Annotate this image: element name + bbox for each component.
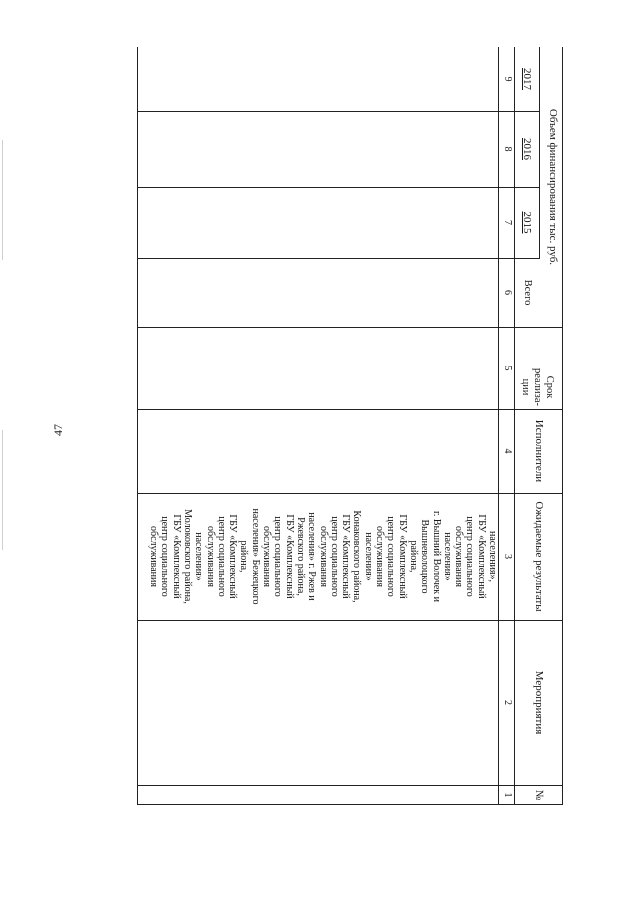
results-line: ГБУ «Комплексный <box>340 514 352 599</box>
page-edge <box>2 140 3 260</box>
results-line: обслуживания <box>204 526 216 587</box>
col-number-4: 4 <box>502 448 513 454</box>
header-2017: 2017 <box>521 68 533 90</box>
header-measures: Мероприятия <box>533 670 545 735</box>
results-line: г. Вышний Волочек и <box>430 510 442 603</box>
header-results: Ожидаемые результаты <box>533 501 545 612</box>
results-line: населения» <box>193 532 205 581</box>
col-number-3: 3 <box>502 554 513 559</box>
results-line: центр социального <box>328 516 340 597</box>
col-divider-funding-term <box>137 327 563 328</box>
results-line: обслуживания <box>374 526 386 587</box>
results-cell <box>148 493 498 620</box>
header-term: Срок реализа-ции <box>519 368 555 406</box>
table-border-right <box>137 804 563 805</box>
col-number-5: 5 <box>502 365 513 371</box>
col-divider-measures-num <box>137 785 563 786</box>
col-number-9: 9 <box>502 76 513 82</box>
header-total: Всего <box>522 279 533 306</box>
col-divider-2016-total <box>137 258 540 259</box>
results-line: обслуживания <box>317 526 329 587</box>
col-number-7: 7 <box>502 220 513 225</box>
results-line: обслуживания <box>261 526 273 587</box>
table-border-top <box>562 47 563 805</box>
col-number-8: 8 <box>502 146 513 152</box>
results-line: центр социального <box>272 516 284 597</box>
results-line: населения» Бежецкого <box>249 508 261 605</box>
results-line: ГБУ «Комплексный <box>170 514 182 599</box>
results-line: Вышневолоцкого <box>419 519 431 594</box>
rotated-table <box>137 47 563 805</box>
header-2015: 2015 <box>521 211 533 234</box>
results-line: района, <box>407 540 419 573</box>
header-2016: 2016 <box>521 138 533 160</box>
results-line: населения» <box>362 532 374 581</box>
table-border-bottom <box>137 47 138 805</box>
col-divider-total-2015 <box>137 111 540 112</box>
results-line: обслуживания <box>148 526 160 587</box>
results-line: ГБУ «Комплексный <box>227 514 239 599</box>
results-line: центр социального <box>159 516 171 597</box>
results-line: населения», <box>487 530 498 583</box>
numbers-row-divider <box>498 47 499 805</box>
results-line: района, <box>238 540 250 573</box>
results-line: ГБУ «Комплексный <box>396 514 408 599</box>
page-number: 47 <box>51 424 65 436</box>
results-line: Конаковского района, <box>351 510 363 603</box>
results-line: населения» <box>441 532 453 581</box>
col-number-1: 1 <box>502 792 513 798</box>
header-num: № <box>533 789 545 801</box>
col-number-6: 6 <box>502 290 513 295</box>
results-line: обслуживания <box>453 526 465 587</box>
page-edge <box>2 430 3 550</box>
header-executors: Исполнители <box>533 419 545 483</box>
header-row-divider <box>514 47 515 805</box>
results-line: Молоковского района, <box>181 509 193 604</box>
results-line: ГБУ «Комплексный <box>475 514 487 599</box>
results-line: Ржевского района, <box>294 517 306 596</box>
results-line: ГБУ «Комплексный <box>283 514 295 599</box>
col-number-2: 2 <box>502 700 513 705</box>
col-divider-term-executors <box>137 409 563 410</box>
results-line: населения» г. Ржев и <box>306 512 318 601</box>
results-line: центр социального <box>385 516 397 597</box>
results-line: центр социального <box>464 516 476 597</box>
results-line: центр социального <box>215 516 227 597</box>
header-funding: Объем финансирования тыс. руб. <box>547 108 559 266</box>
funding-subheader-divider <box>539 47 540 258</box>
col-divider-2015-2016 <box>137 187 540 188</box>
col-divider-results-measures <box>137 620 563 621</box>
